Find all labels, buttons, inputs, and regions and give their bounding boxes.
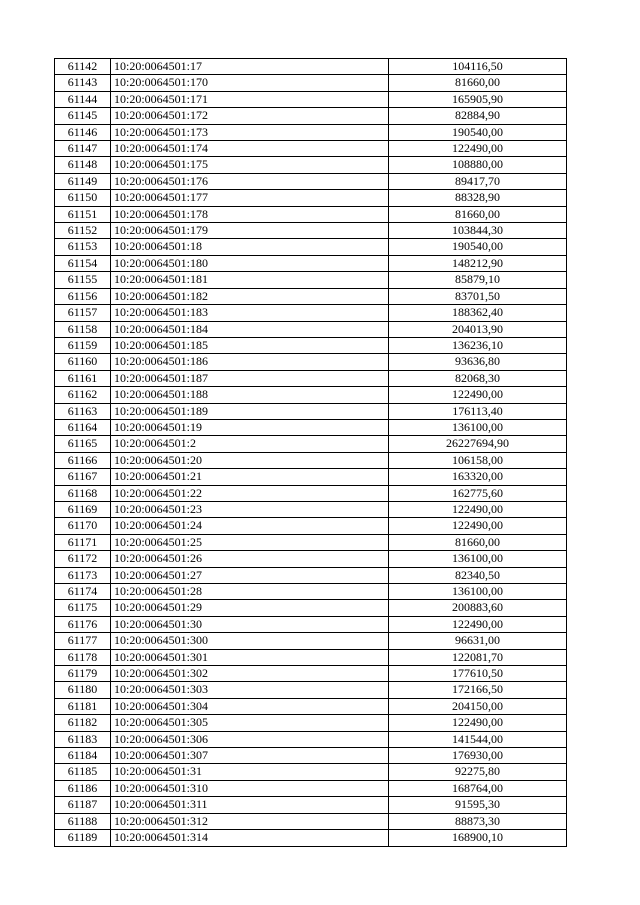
table-row <box>55 124 567 140</box>
table-row <box>55 173 567 189</box>
cadastral-number-cell: 10:20:0064501:186 <box>111 354 389 370</box>
row-number-cell: 61142 <box>55 59 111 75</box>
cadastral-value-cell: 81660,00 <box>389 75 567 91</box>
table-row <box>55 567 567 583</box>
cadastral-number-cell: 10:20:0064501:22 <box>111 485 389 501</box>
table-row <box>55 682 567 698</box>
cadastral-number-cell: 10:20:0064501:173 <box>111 124 389 140</box>
table-row <box>55 633 567 649</box>
table-row <box>55 436 567 452</box>
cadastral-number-cell: 10:20:0064501:183 <box>111 305 389 321</box>
cadastral-number-cell: 10:20:0064501:26 <box>111 551 389 567</box>
table-row <box>55 813 567 829</box>
cadastral-value-cell: 168900,10 <box>389 830 567 846</box>
cadastral-number-cell: 10:20:0064501:23 <box>111 501 389 517</box>
table-row <box>55 403 567 419</box>
table-row <box>55 206 567 222</box>
cadastral-value-cell: 122081,70 <box>389 649 567 665</box>
table-row <box>55 666 567 682</box>
row-number-cell: 61157 <box>55 305 111 321</box>
cadastral-number-cell: 10:20:0064501:182 <box>111 288 389 304</box>
table-row <box>55 305 567 321</box>
table-row <box>55 518 567 534</box>
row-number-cell: 61151 <box>55 206 111 222</box>
table-row <box>55 534 567 550</box>
table-row <box>55 108 567 124</box>
cadastral-value-cell: 122490,00 <box>389 501 567 517</box>
row-number-cell: 61148 <box>55 157 111 173</box>
row-number-cell: 61168 <box>55 485 111 501</box>
cadastral-number-cell: 10:20:0064501:178 <box>111 206 389 222</box>
table-row <box>55 748 567 764</box>
cadastral-number-cell: 10:20:0064501:27 <box>111 567 389 583</box>
cadastral-number-cell: 10:20:0064501:174 <box>111 141 389 157</box>
cadastral-number-cell: 10:20:0064501:24 <box>111 518 389 534</box>
table-row <box>55 387 567 403</box>
row-number-cell: 61171 <box>55 534 111 550</box>
cadastral-number-cell: 10:20:0064501:306 <box>111 731 389 747</box>
cadastral-number-cell: 10:20:0064501:314 <box>111 830 389 846</box>
table-row <box>55 764 567 780</box>
cadastral-value-cell: 104116,50 <box>389 59 567 75</box>
cadastral-value-cell: 96631,00 <box>389 633 567 649</box>
cadastral-number-cell: 10:20:0064501:28 <box>111 584 389 600</box>
cadastral-number-cell: 10:20:0064501:18 <box>111 239 389 255</box>
cadastral-value-cell: 108880,00 <box>389 157 567 173</box>
cadastral-value-cell: 122490,00 <box>389 715 567 731</box>
cadastral-value-cell: 136100,00 <box>389 551 567 567</box>
table-row <box>55 698 567 714</box>
row-number-cell: 61144 <box>55 91 111 107</box>
cadastral-number-cell: 10:20:0064501:179 <box>111 223 389 239</box>
row-number-cell: 61174 <box>55 584 111 600</box>
cadastral-value-cell: 82340,50 <box>389 567 567 583</box>
table-row <box>55 190 567 206</box>
cadastral-value-cell: 204150,00 <box>389 698 567 714</box>
row-number-cell: 61186 <box>55 780 111 796</box>
row-number-cell: 61176 <box>55 616 111 632</box>
cadastral-value-cell: 103844,30 <box>389 223 567 239</box>
cadastral-number-cell: 10:20:0064501:311 <box>111 797 389 813</box>
row-number-cell: 61182 <box>55 715 111 731</box>
cadastral-value-cell: 83701,50 <box>389 288 567 304</box>
row-number-cell: 61163 <box>55 403 111 419</box>
cadastral-number-cell: 10:20:0064501:301 <box>111 649 389 665</box>
table-row <box>55 354 567 370</box>
cadastral-value-cell: 163320,00 <box>389 469 567 485</box>
table-row <box>55 485 567 501</box>
cadastral-number-cell: 10:20:0064501:184 <box>111 321 389 337</box>
cadastral-value-cell: 122490,00 <box>389 616 567 632</box>
cadastral-value-cell: 136100,00 <box>389 584 567 600</box>
cadastral-value-cell: 26227694,90 <box>389 436 567 452</box>
row-number-cell: 61165 <box>55 436 111 452</box>
row-number-cell: 61162 <box>55 387 111 403</box>
cadastral-number-cell: 10:20:0064501:188 <box>111 387 389 403</box>
row-number-cell: 61184 <box>55 748 111 764</box>
row-number-cell: 61154 <box>55 255 111 271</box>
cadastral-value-cell: 141544,00 <box>389 731 567 747</box>
table-row <box>55 59 567 75</box>
table-row <box>55 141 567 157</box>
cadastral-value-cell: 162775,60 <box>389 485 567 501</box>
cadastral-number-cell: 10:20:0064501:310 <box>111 780 389 796</box>
cadastral-number-cell: 10:20:0064501:187 <box>111 370 389 386</box>
table-row <box>55 157 567 173</box>
cadastral-number-cell: 10:20:0064501:170 <box>111 75 389 91</box>
table-row <box>55 452 567 468</box>
cadastral-value-cell: 93636,80 <box>389 354 567 370</box>
table-row <box>55 223 567 239</box>
cadastral-value-cell: 92275,80 <box>389 764 567 780</box>
cadastral-number-cell: 10:20:0064501:25 <box>111 534 389 550</box>
cadastral-number-cell: 10:20:0064501:29 <box>111 600 389 616</box>
row-number-cell: 61187 <box>55 797 111 813</box>
row-number-cell: 61185 <box>55 764 111 780</box>
table-row <box>55 321 567 337</box>
cadastral-value-cell: 148212,90 <box>389 255 567 271</box>
row-number-cell: 61156 <box>55 288 111 304</box>
cadastral-value-cell: 168764,00 <box>389 780 567 796</box>
row-number-cell: 61147 <box>55 141 111 157</box>
row-number-cell: 61183 <box>55 731 111 747</box>
row-number-cell: 61166 <box>55 452 111 468</box>
table-row <box>55 731 567 747</box>
row-number-cell: 61153 <box>55 239 111 255</box>
cadastral-value-cell: 200883,60 <box>389 600 567 616</box>
cadastral-value-table <box>54 58 567 847</box>
table-row <box>55 600 567 616</box>
row-number-cell: 61180 <box>55 682 111 698</box>
cadastral-number-cell: 10:20:0064501:180 <box>111 255 389 271</box>
row-number-cell: 61172 <box>55 551 111 567</box>
cadastral-value-cell: 89417,70 <box>389 173 567 189</box>
cadastral-value-cell: 177610,50 <box>389 666 567 682</box>
row-number-cell: 61149 <box>55 173 111 189</box>
row-number-cell: 61167 <box>55 469 111 485</box>
table-row <box>55 780 567 796</box>
table-row <box>55 616 567 632</box>
cadastral-number-cell: 10:20:0064501:2 <box>111 436 389 452</box>
cadastral-number-cell: 10:20:0064501:189 <box>111 403 389 419</box>
cadastral-value-cell: 204013,90 <box>389 321 567 337</box>
cadastral-number-cell: 10:20:0064501:31 <box>111 764 389 780</box>
cadastral-value-cell: 91595,30 <box>389 797 567 813</box>
table-row <box>55 469 567 485</box>
table-body <box>55 59 567 847</box>
cadastral-number-cell: 10:20:0064501:302 <box>111 666 389 682</box>
cadastral-value-cell: 88328,90 <box>389 190 567 206</box>
cadastral-number-cell: 10:20:0064501:307 <box>111 748 389 764</box>
row-number-cell: 61150 <box>55 190 111 206</box>
cadastral-value-cell: 165905,90 <box>389 91 567 107</box>
cadastral-value-cell: 122490,00 <box>389 141 567 157</box>
row-number-cell: 61152 <box>55 223 111 239</box>
table-row <box>55 272 567 288</box>
cadastral-number-cell: 10:20:0064501:17 <box>111 59 389 75</box>
cadastral-value-cell: 136236,10 <box>389 337 567 353</box>
cadastral-number-cell: 10:20:0064501:21 <box>111 469 389 485</box>
cadastral-number-cell: 10:20:0064501:185 <box>111 337 389 353</box>
cadastral-number-cell: 10:20:0064501:181 <box>111 272 389 288</box>
cadastral-number-cell: 10:20:0064501:304 <box>111 698 389 714</box>
table-row <box>55 239 567 255</box>
cadastral-value-cell: 190540,00 <box>389 239 567 255</box>
row-number-cell: 61159 <box>55 337 111 353</box>
cadastral-number-cell: 10:20:0064501:176 <box>111 173 389 189</box>
cadastral-value-cell: 122490,00 <box>389 387 567 403</box>
cadastral-number-cell: 10:20:0064501:177 <box>111 190 389 206</box>
cadastral-value-cell: 176930,00 <box>389 748 567 764</box>
cadastral-number-cell: 10:20:0064501:303 <box>111 682 389 698</box>
cadastral-value-cell: 122490,00 <box>389 518 567 534</box>
cadastral-number-cell: 10:20:0064501:175 <box>111 157 389 173</box>
table-row <box>55 715 567 731</box>
cadastral-value-cell: 88873,30 <box>389 813 567 829</box>
table-row <box>55 797 567 813</box>
table-row <box>55 370 567 386</box>
cadastral-value-cell: 82884,90 <box>389 108 567 124</box>
row-number-cell: 61173 <box>55 567 111 583</box>
row-number-cell: 61155 <box>55 272 111 288</box>
row-number-cell: 61164 <box>55 419 111 435</box>
cadastral-value-cell: 82068,30 <box>389 370 567 386</box>
cadastral-number-cell: 10:20:0064501:20 <box>111 452 389 468</box>
row-number-cell: 61188 <box>55 813 111 829</box>
cadastral-number-cell: 10:20:0064501:171 <box>111 91 389 107</box>
cadastral-value-cell: 188362,40 <box>389 305 567 321</box>
cadastral-number-cell: 10:20:0064501:312 <box>111 813 389 829</box>
table-row <box>55 75 567 91</box>
table-row <box>55 337 567 353</box>
cadastral-number-cell: 10:20:0064501:19 <box>111 419 389 435</box>
cadastral-number-cell: 10:20:0064501:172 <box>111 108 389 124</box>
table-row <box>55 830 567 846</box>
cadastral-value-cell: 172166,50 <box>389 682 567 698</box>
row-number-cell: 61161 <box>55 370 111 386</box>
cadastral-number-cell: 10:20:0064501:300 <box>111 633 389 649</box>
cadastral-value-cell: 85879,10 <box>389 272 567 288</box>
cadastral-value-cell: 81660,00 <box>389 534 567 550</box>
table-row <box>55 649 567 665</box>
cadastral-value-cell: 106158,00 <box>389 452 567 468</box>
row-number-cell: 61143 <box>55 75 111 91</box>
table-row <box>55 255 567 271</box>
table-row <box>55 91 567 107</box>
table-row <box>55 501 567 517</box>
cadastral-value-cell: 176113,40 <box>389 403 567 419</box>
row-number-cell: 61181 <box>55 698 111 714</box>
row-number-cell: 61179 <box>55 666 111 682</box>
table-row <box>55 288 567 304</box>
row-number-cell: 61170 <box>55 518 111 534</box>
table-row <box>55 419 567 435</box>
table-row <box>55 584 567 600</box>
row-number-cell: 61160 <box>55 354 111 370</box>
cadastral-number-cell: 10:20:0064501:30 <box>111 616 389 632</box>
row-number-cell: 61158 <box>55 321 111 337</box>
table-row <box>55 551 567 567</box>
row-number-cell: 61145 <box>55 108 111 124</box>
cadastral-value-cell: 81660,00 <box>389 206 567 222</box>
cadastral-value-cell: 190540,00 <box>389 124 567 140</box>
cadastral-number-cell: 10:20:0064501:305 <box>111 715 389 731</box>
row-number-cell: 61175 <box>55 600 111 616</box>
row-number-cell: 61178 <box>55 649 111 665</box>
row-number-cell: 61146 <box>55 124 111 140</box>
row-number-cell: 61189 <box>55 830 111 846</box>
cadastral-value-cell: 136100,00 <box>389 419 567 435</box>
row-number-cell: 61169 <box>55 501 111 517</box>
row-number-cell: 61177 <box>55 633 111 649</box>
